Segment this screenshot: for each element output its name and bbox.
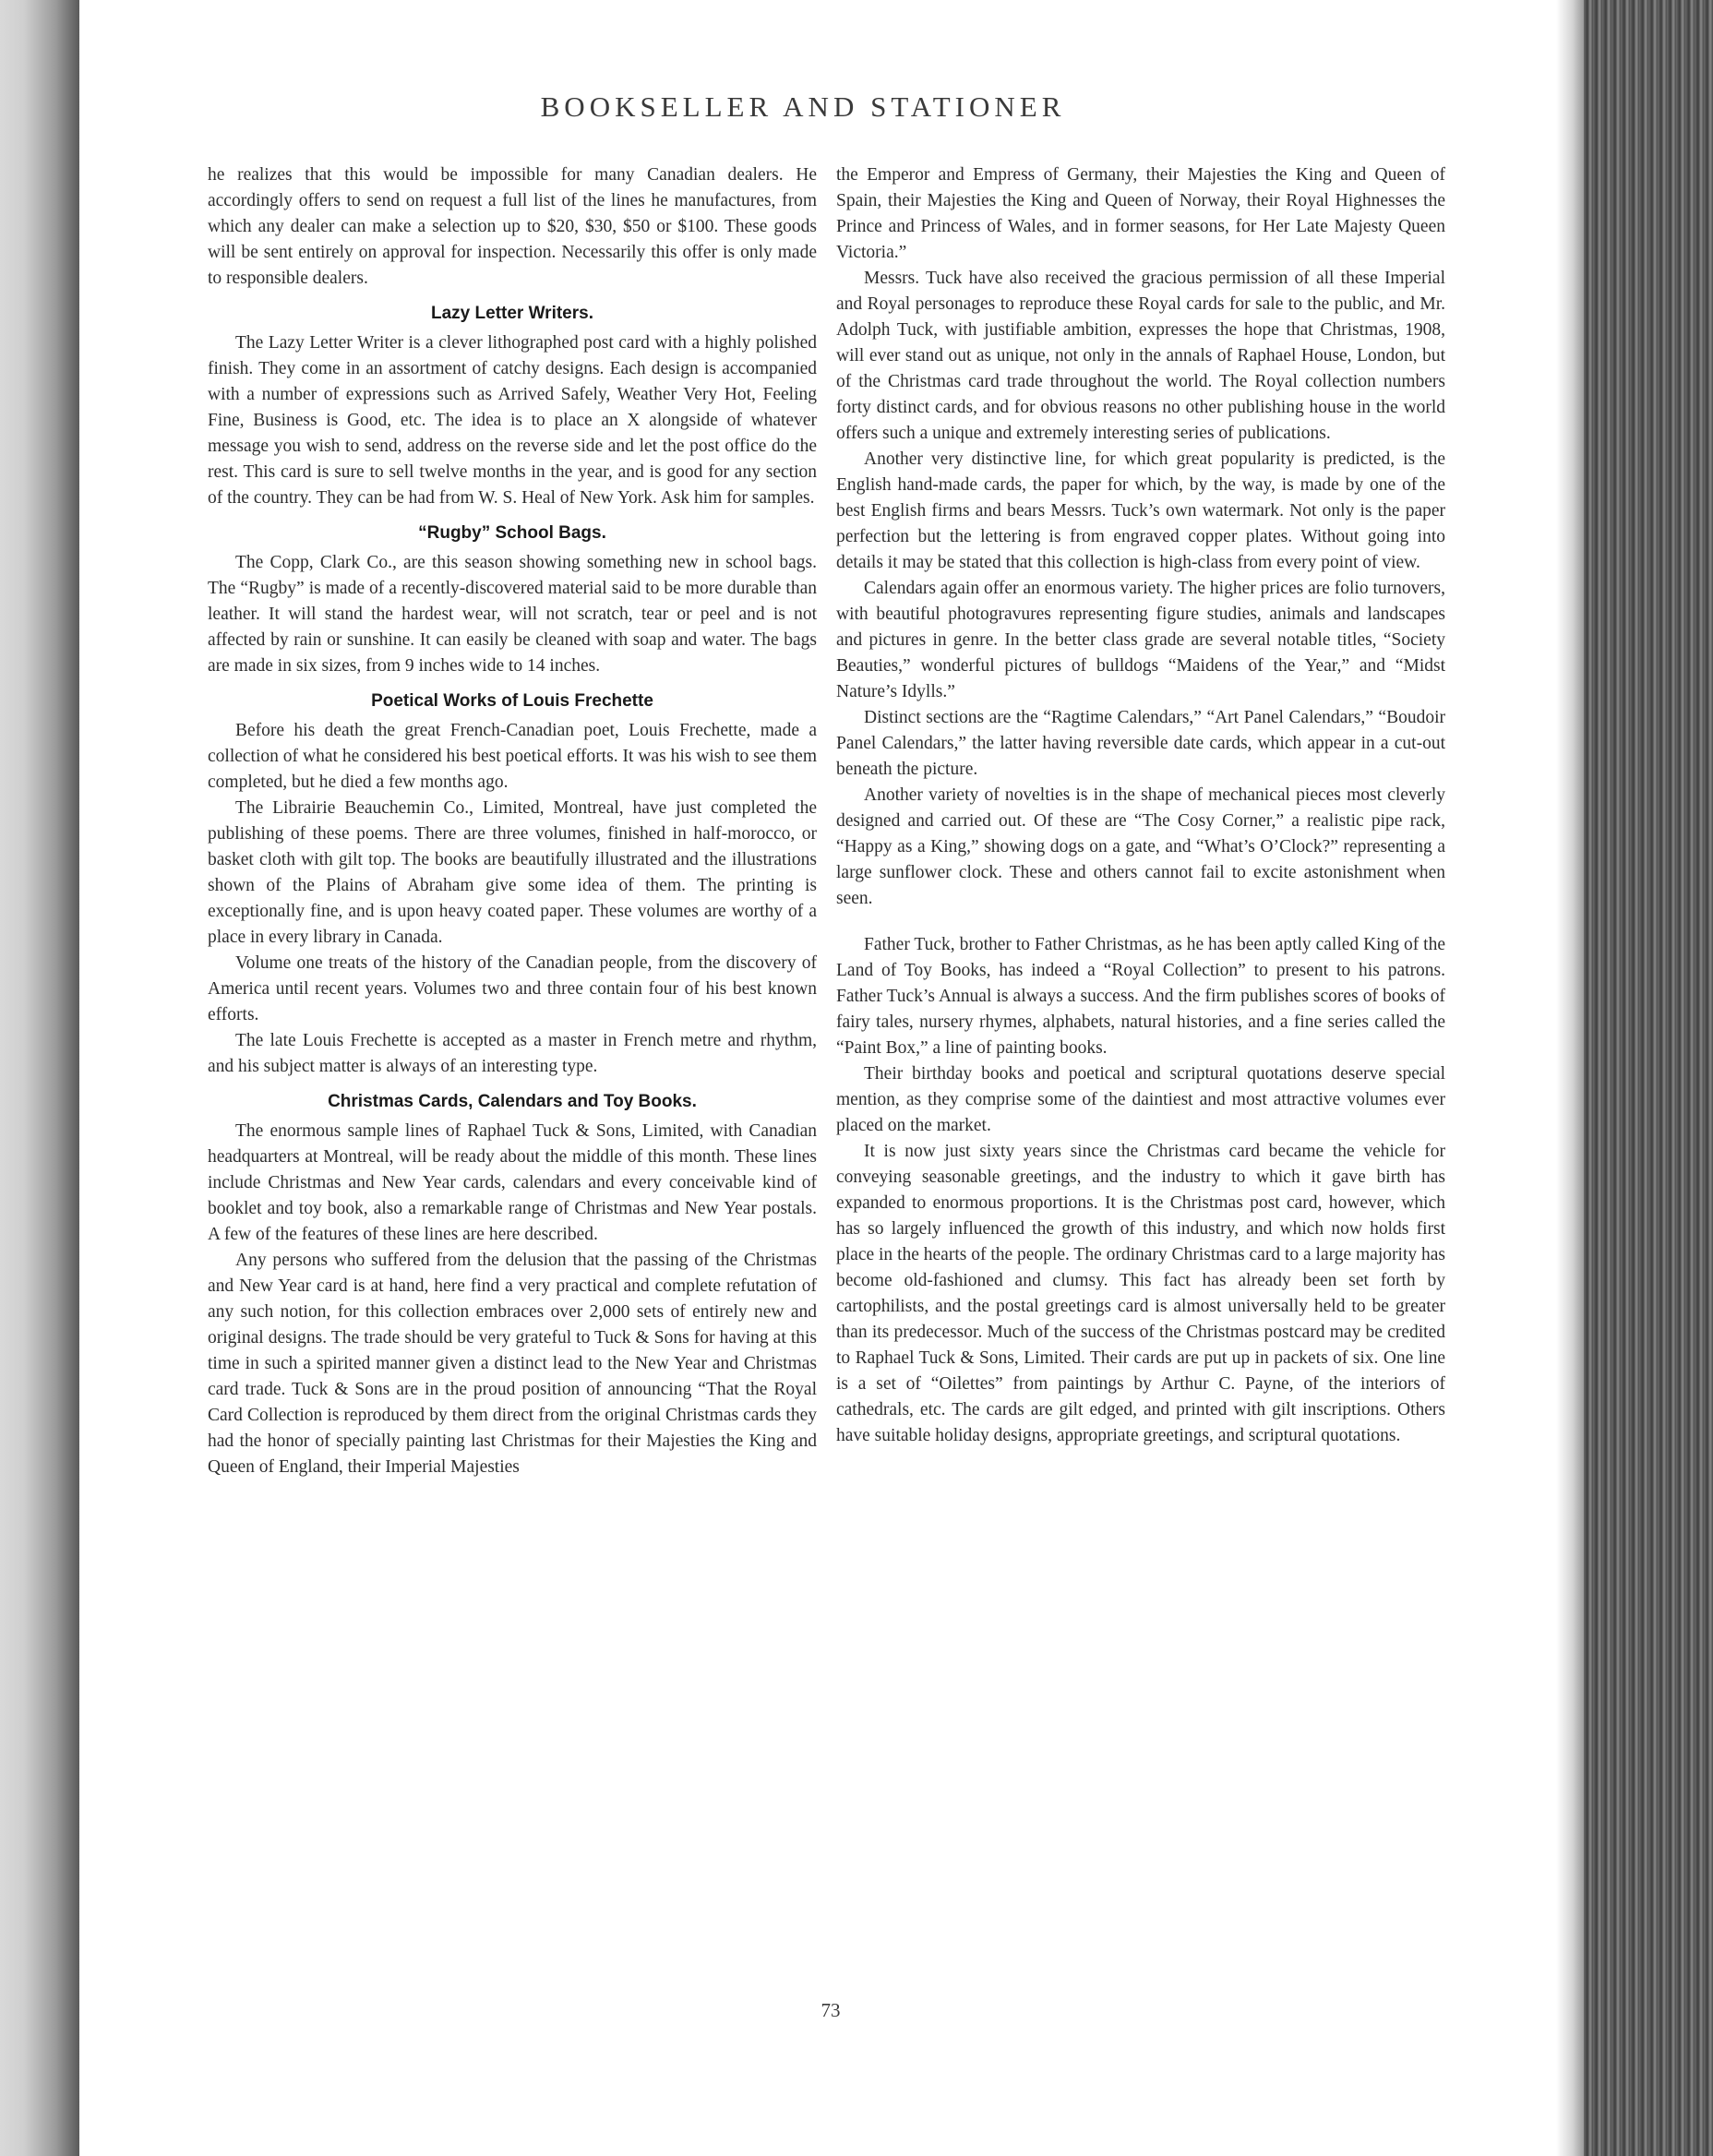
right-column	[836, 162, 1445, 1449]
paragraph: It is now just sixty years since the Christmas card became the vehicle for conveying seasonable greetings, and the industry to which it gave birth has expanded to enormous proportions. It is the Christmas post card, however, which has so largely influenced the growth of this industry, and which now holds first place in the hearts of the people. The ordinary Christmas card to a large majority has become old-fashioned and clumsy. This fact has already been set forth by cartophilists, and the postal greetings card is almost universally held to be greater than its predecessor. Much of the success of the Christmas postcard may be credited to Raphael Tuck & Sons, Limited. Their cards are put up in packets of six. One line is a set of “Oilettes” from paintings by Arthur C. Payne, of the interiors of cathedrals, etc. The cards are gilt edged, and printed with gilt inscriptions. Others have suitable holiday designs, appropriate greetings, and scriptural quotations.	[836, 1142, 1445, 1445]
section-heading: Lazy Letter Writers.	[431, 304, 593, 323]
paragraph: Calendars again offer an enormous variety. The higher prices are folio turnovers, with beautiful photogravures representing figure studies, animals and landscapes and pictures in genre. In the better class grade are several notable titles, “Society Beauties,” wonderful pictures of bulldogs “Maidens of the Year,” and “Midst Nature’s Idylls.”	[836, 579, 1445, 701]
paragraph: The enormous sample lines of Raphael Tuck & Sons, Limited, with Canadian headquarters at Montreal, will be ready about the middle of this month. These lines include Christmas and New Year cards, calendars and every conceivable kind of booklet and toy book, also a remarkable range of Christmas and New Year postals. A few of the features of these lines are here described.	[208, 1121, 817, 1244]
paragraph: The late Louis Frechette is accepted as a master in French metre and rhythm, and his subject matter is always of an interesting type.	[208, 1031, 817, 1076]
paragraph: The Copp, Clark Co., are this season showing something new in school bags. The “Rugby” is made of a recently-discovered material said to be more durable than leather. It will stand the hardest wear, will not scratch, tear or peel and is not affected by rain or sunshine. It can easily be cleaned with soap and water. The bags are made in six sizes, from 9 inches wide to 14 inches.	[208, 553, 817, 676]
paragraph: Distinct sections are the “Ragtime Calendars,” “Art Panel Calendars,” “Boudoir Panel Calendars,” the latter having reversible date cards, which appear in a cut-out beneath the picture.	[836, 708, 1445, 779]
section-heading: Christmas Cards, Calendars and Toy Books.	[328, 1092, 697, 1111]
paragraph: Volume one treats of the history of the Canadian people, from the discovery of America until recent years. Volumes two and three contain four of his best known efforts.	[208, 953, 817, 1024]
paragraph: The Librairie Beauchemin Co., Limited, Montreal, have just completed the publishing of these poems. There are three volumes, finished in half-morocco, or basket cloth with gilt top. The books are beautifully illustrated and the illustrations shown of the Plains of Abraham give some idea of them. The printing is exceptionally fine, and is upon heavy coated paper. These volumes are worthy of a place in every library in Canada.	[208, 798, 817, 947]
page-edge-shadow	[1556, 0, 1584, 2156]
paragraph: Messrs. Tuck have also received the gracious permission of all these Imperial and Royal personages to reproduce these Royal cards for sale to the public, and Mr. Adolph Tuck, with justifiable ambition, expresses the hope that Christmas, 1908, will ever stand out as unique, not only in the annals of Raphael House, London, but of the Christmas card trade throughout the world. The Royal collection numbers forty distinct cards, and for obvious reasons no other publishing house in the world offers such a unique and extremely interesting series of publications.	[836, 269, 1445, 443]
paragraph: Any persons who suffered from the delusion that the passing of the Christmas and New Year card is at hand, here find a very practical and complete refutation of any such notion, for this collection embraces over 2,000 sets of entirely new and original designs. The trade should be very grateful to Tuck & Sons for having at this time in such a spirited manner given a distinct lead to the New Year and Christmas card trade. Tuck & Sons are in the proud position of announcing “That the Royal Card Collection is reproduced by them direct from the original Christmas cards they had the honor of specially painting last Christmas for their Majesties the King and Queen of England, their Imperial Majesties	[208, 1251, 817, 1477]
left-column	[208, 162, 817, 1480]
paragraph: Their birthday books and poetical and scriptural quotations deserve special mention, as they comprise some of the daintiest and most attractive volumes ever placed on the market.	[836, 1064, 1445, 1135]
paragraph: Another variety of novelties is in the shape of mechanical pieces most cleverly designed and carried out. Of these are “The Cosy Corner,” a realistic pipe rack, “Happy as a King,” showing dogs on a gate, and “What’s O’Clock?” representing a large sunflower clock. These and others cannot fail to excite astonishment when seen.	[836, 785, 1445, 908]
paragraph: Another very distinctive line, for which great popularity is predicted, is the English hand-made cards, the paper for which, by the way, is made by one of the best English firms and bears Messrs. Tuck’s own watermark. Not only is the paper perfection but the lettering is from engraved copper plates. Without going into details it may be stated that this collection is high-class from every point of view.	[836, 449, 1445, 572]
section-heading: Poetical Works of Louis Frechette	[371, 691, 653, 711]
section-heading: “Rugby” School Bags.	[418, 523, 606, 543]
running-header: BOOKSELLER AND STATIONER	[540, 90, 1066, 123]
page-number: 73	[821, 1999, 841, 2021]
book-binding-left	[0, 0, 79, 2156]
paragraph: The Lazy Letter Writer is a clever lithographed post card with a highly polished finish. They come in an assortment of catchy designs. Each design is accompanied with a number of expressions such as Arrived Safely, Weather Very Hot, Feeling Fine, Business is Good, etc. The idea is to place an X alongside of whatever message you wish to send, address on the reverse side and let the post office do the rest. This card is sure to sell twelve months in the year, and is good for any section of the country. They can be had from W. S. Heal of New York. Ask him for samples.	[208, 333, 817, 508]
paragraph: Father Tuck, brother to Father Christmas, as he has been aptly called King of the Land of Toy Books, has indeed a “Royal Collection” to present to his patrons. Father Tuck’s Annual is always a success. And the firm publishes scores of books of fairy tales, nursery rhymes, alphabets, natural histories, and a fine series called the “Paint Box,” a line of painting books.	[836, 935, 1445, 1058]
paragraph: the Emperor and Empress of Germany, their Majesties the King and Queen of Spain, their Majesties the King and Queen of Norway, their Royal Highnesses the Prince and Princess of Wales, and in former seasons, for Her Late Majesty Queen Victoria.”	[836, 165, 1445, 262]
paragraph: he realizes that this would be impossible for many Canadian dealers. He accordingly offers to send on request a full list of the lines he manufactures, from which any dealer can make a selection up to $20, $30, $50 or $100. These goods will be sent entirely on approval for inspection. Necessarily this offer is only made to responsible dealers.	[208, 165, 817, 288]
book-binding-right	[1584, 0, 1713, 2156]
paragraph: Before his death the great French-Canadian poet, Louis Frechette, made a collection of what he considered his best poetical efforts. It was his wish to see them completed, but he died a few months ago.	[208, 721, 817, 792]
